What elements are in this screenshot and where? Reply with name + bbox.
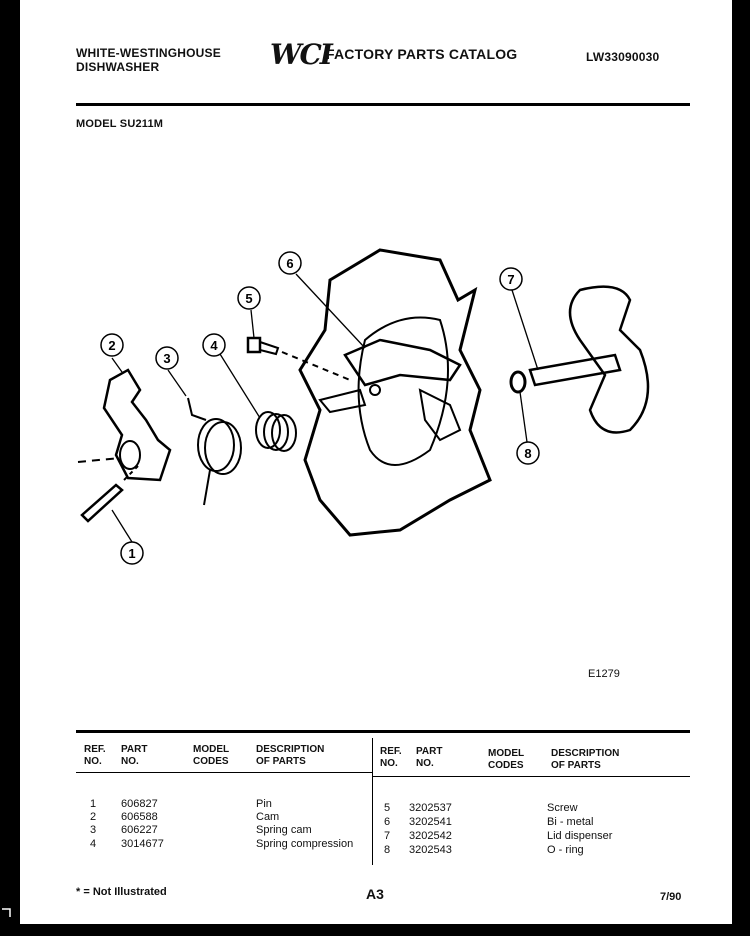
header-underline-left	[76, 772, 372, 773]
callout-7	[500, 268, 522, 290]
catalog-page: WHITE-WESTINGHOUSE DISHWASHER WCI FACTORY PARTS CATALOG LW33090030 MODEL SU211M 1 2 3 4 5 6 7 8 E1279 REF. NO. PART NO. MODEL CODES DESCRIPTION OF PARTS REF. NO. PART NO. MODEL CODES DESCRIPTION OF PARTS 1 606827 Pin 2 606588 Cam 3 606227 Spring cam 4 3014677 Spring compression 5 3202537 Screw 6 3202541 Bi - metal 7 3202542 Lid dispenser 8 3202543 O - ring * = Not Illustrated A3 7/90	[20, 0, 732, 924]
door-panel	[300, 250, 490, 535]
wci-logo: WCI	[270, 38, 331, 71]
svg-text:2: 2	[108, 338, 116, 353]
callout-3	[156, 347, 178, 369]
o-ring-part	[511, 372, 525, 392]
svg-text:6: 6	[286, 256, 294, 271]
figure-code: E1279	[588, 668, 620, 680]
col-part-no: PART NO.	[121, 744, 148, 767]
compression-spring-part	[256, 412, 296, 451]
callout-6	[279, 252, 301, 274]
col-model-codes-right: MODEL CODES	[488, 748, 525, 771]
spring-cam-part	[188, 398, 241, 505]
header-rule	[76, 103, 690, 106]
table-top-rule	[76, 730, 690, 733]
brand-name: WHITE-WESTINGHOUSE	[76, 46, 221, 60]
brand-block	[76, 46, 221, 74]
model-label: MODEL SU211M	[76, 118, 164, 130]
svg-text:8: 8	[524, 446, 532, 461]
svg-text:4: 4	[210, 338, 218, 353]
col-ref-no: REF. NO.	[84, 744, 106, 767]
header-underline-right	[372, 776, 690, 777]
callout-5	[238, 287, 260, 309]
col-ref-no-right: REF. NO.	[380, 746, 402, 769]
column-divider	[372, 738, 373, 865]
lid-dispenser-part	[530, 287, 648, 433]
scan-edge-mark	[0, 905, 20, 925]
callout-8	[517, 442, 539, 464]
callout-1	[121, 542, 143, 564]
col-model-codes: MODEL CODES	[193, 744, 230, 767]
product-type: DISHWASHER	[76, 60, 160, 74]
not-illustrated-note: * = Not Illustrated	[76, 886, 167, 898]
svg-text:5: 5	[245, 291, 253, 306]
callout-4	[203, 334, 225, 356]
cam-part	[104, 370, 170, 480]
revision-date: 7/90	[660, 891, 682, 903]
col-description: DESCRIPTION OF PARTS	[256, 744, 325, 767]
col-description-right: DESCRIPTION OF PARTS	[551, 748, 620, 771]
svg-text:3: 3	[163, 351, 171, 366]
col-part-no-right: PART NO.	[416, 746, 443, 769]
page-number: A3	[366, 886, 384, 902]
catalog-title: FACTORY PARTS CATALOG	[326, 46, 518, 62]
catalog-code: LW33090030	[586, 50, 660, 64]
panel-dish-recess	[359, 318, 448, 466]
svg-text:7: 7	[507, 272, 515, 287]
exploded-parts-diagram	[20, 230, 732, 650]
callout-2	[101, 334, 123, 356]
svg-text:1: 1	[128, 546, 136, 561]
screw-part	[248, 338, 278, 354]
